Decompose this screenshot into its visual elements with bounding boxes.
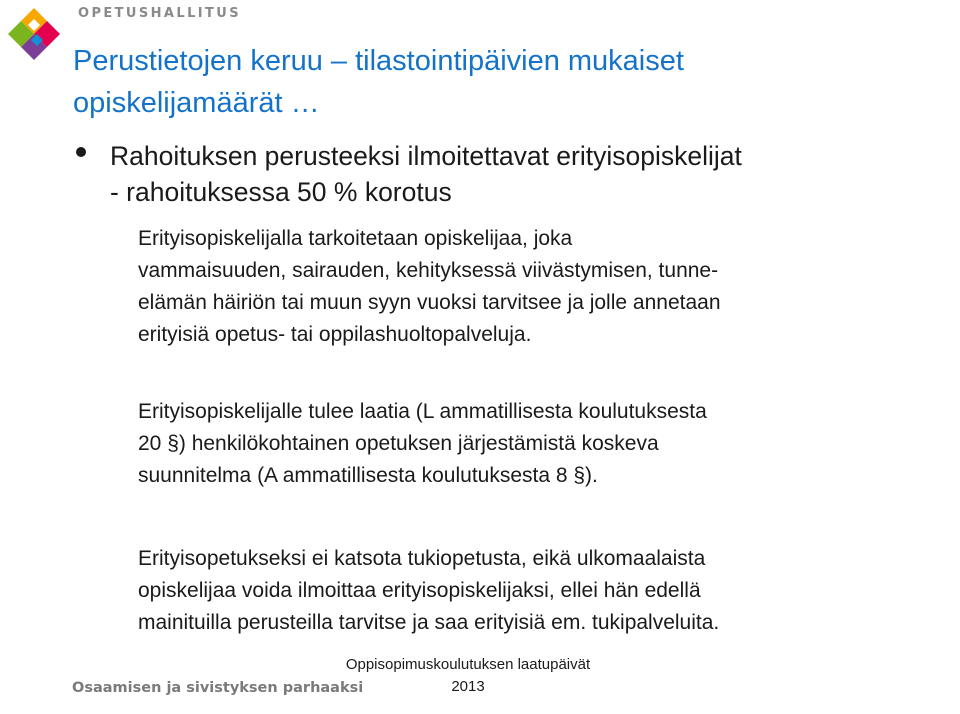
footer-tagline: Osaamisen ja sivistyksen parhaaksi bbox=[72, 680, 364, 696]
footer-event-line: Oppisopimuskoulutuksen laatupäivät bbox=[345, 656, 591, 673]
bullet-line: Rahoituksen perusteeksi ilmoitettavat erityisopiskelijat bbox=[110, 141, 742, 171]
bullet-line: - rahoituksessa 50 % korotus bbox=[110, 177, 452, 207]
paragraph-line: elämän häiriön tai muun syyn vuoksi tarvitsee ja jolle annetaan bbox=[138, 291, 721, 314]
org-name: OPETUSHALLITUS bbox=[78, 6, 241, 21]
paragraph-line: 20 §) henkilökohtainen opetuksen järjestämistä koskeva bbox=[138, 432, 659, 455]
paragraph-line: Erityisopiskelijalle tulee laatia (L ammatillisesta koulutuksesta bbox=[138, 400, 707, 423]
paragraph-line: opiskelijaa voida ilmoittaa erityisopiskelijaksi, ellei hän edellä bbox=[138, 579, 701, 602]
bullet-dot-icon bbox=[76, 147, 86, 157]
footer-event bbox=[332, 654, 604, 698]
paragraph-plan bbox=[138, 396, 938, 492]
paragraph-line: erityisiä opetus- tai oppilashuoltopalveluja. bbox=[138, 323, 532, 346]
paragraph-exclusion bbox=[138, 543, 938, 639]
diamond-logo-icon bbox=[6, 6, 62, 62]
slide-title bbox=[73, 40, 933, 124]
footer-event-year: 2013 bbox=[451, 678, 485, 695]
paragraph-line: suunnitelma (A ammatillisesta koulutuksesta 8 §). bbox=[138, 464, 598, 487]
slide-title-line: Perustietojen keruu – tilastointipäivien mukaiset bbox=[73, 45, 684, 77]
paragraph-line: mainituilla perusteilla tarvitse ja saa erityisiä em. tukipalveluita. bbox=[138, 611, 720, 634]
paragraph-line: Erityisopiskelijalla tarkoitetaan opiskelijaa, joka bbox=[138, 227, 573, 250]
paragraph-definition bbox=[138, 223, 938, 351]
paragraph-line: Erityisopetukseksi ei katsota tukiopetusta, eikä ulkomaalaista bbox=[138, 547, 706, 570]
bullet-text bbox=[110, 138, 940, 210]
slide-title-line: opiskelijamäärät … bbox=[73, 87, 320, 119]
paragraph-line: vammaisuuden, sairauden, kehityksessä viivästymisen, tunne- bbox=[138, 259, 719, 282]
